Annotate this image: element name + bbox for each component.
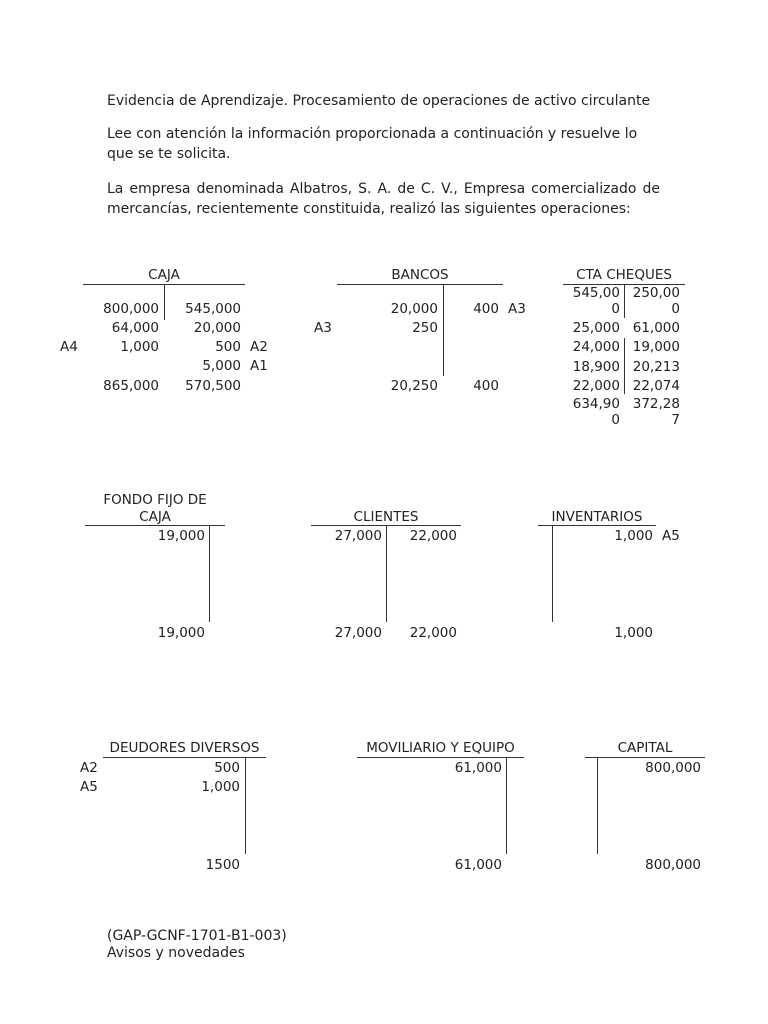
debit-total: 61,000 xyxy=(454,857,502,873)
debit-entry: 19,000 xyxy=(157,528,205,544)
t-account-top-line xyxy=(585,757,705,758)
t-account-top-line xyxy=(103,757,266,758)
debit-total: 19,000 xyxy=(157,625,205,641)
debit-entry: 500 xyxy=(214,760,240,776)
debit-entry: 800,000 xyxy=(103,301,159,317)
entry-ref: A5 xyxy=(662,528,680,544)
entry-ref: A4 xyxy=(60,339,78,355)
account-title: CTA CHEQUES xyxy=(576,267,672,283)
t-account-center-line xyxy=(209,525,210,622)
credit-entry: 22,074 xyxy=(632,378,680,394)
debit-entry: 22,000 xyxy=(572,378,620,394)
debit-entry: 18,900 xyxy=(572,359,620,375)
debit-entry: 0 xyxy=(611,301,620,317)
debit-total: 0 xyxy=(611,412,620,428)
credit-entry: 20,213 xyxy=(632,359,680,375)
t-account-center-line xyxy=(624,338,625,394)
credit-entry: 0 xyxy=(671,301,680,317)
credit-entry: 500 xyxy=(215,339,241,355)
debit-entry: 250 xyxy=(412,320,438,336)
debit-entry: 25,000 xyxy=(572,320,620,336)
debit-entry: 27,000 xyxy=(334,528,382,544)
debit-entry: 24,000 xyxy=(572,339,620,355)
entry-ref: A1 xyxy=(250,358,268,374)
credit-entry: 545,000 xyxy=(185,301,241,317)
credit-entry: 1,000 xyxy=(614,528,653,544)
debit-total: 27,000 xyxy=(334,625,382,641)
credit-entry: 250,00 xyxy=(632,285,680,301)
t-account-center-line xyxy=(552,525,553,622)
t-account-center-line xyxy=(386,525,387,622)
credit-total: 7 xyxy=(671,412,680,428)
t-account-center-line xyxy=(597,757,598,854)
credit-total: 372,28 xyxy=(632,396,680,412)
credit-total: 22,000 xyxy=(409,625,457,641)
t-account-center-line xyxy=(624,284,625,318)
credit-entry: 800,000 xyxy=(645,760,701,776)
debit-entry: 20,000 xyxy=(390,301,438,317)
credit-entry: 22,000 xyxy=(409,528,457,544)
entry-ref: A3 xyxy=(508,301,526,317)
credit-entry: 5,000 xyxy=(202,358,241,374)
credit-entry: 19,000 xyxy=(632,339,680,355)
account-title: MOVILIARIO Y EQUIPO xyxy=(366,740,515,756)
entry-ref: A5 xyxy=(80,779,98,795)
credit-total: 570,500 xyxy=(185,378,241,394)
t-account-top-line xyxy=(337,284,503,285)
account-title: CLIENTES xyxy=(353,509,419,525)
debit-entry: 1,000 xyxy=(120,339,159,355)
account-title: CAPITAL xyxy=(617,740,673,756)
entry-ref: A3 xyxy=(314,320,332,336)
t-account-center-line xyxy=(245,757,246,854)
account-title: CAJA xyxy=(139,509,171,525)
credit-entry: 20,000 xyxy=(193,320,241,336)
t-account-top-line xyxy=(85,525,225,526)
debit-entry: 61,000 xyxy=(454,760,502,776)
t-account-center-line xyxy=(506,757,507,854)
credit-entry: 61,000 xyxy=(632,320,680,336)
account-title: FONDO FIJO DE xyxy=(103,492,207,508)
t-account-top-line xyxy=(538,525,656,526)
credit-total: 800,000 xyxy=(645,857,701,873)
intro-paragraph: La empresa denominada Albatros, S. A. de C. V., Empresa comercializado de mercancías, recientemente constituida, realizó las siguientes operaciones: xyxy=(107,181,660,217)
account-title: DEUDORES DIVERSOS xyxy=(109,740,260,756)
debit-entry: 545,00 xyxy=(572,285,620,301)
account-title: BANCOS xyxy=(391,267,449,283)
account-title: CAJA xyxy=(148,267,180,283)
footer-notice: Avisos y novedades xyxy=(107,945,245,961)
instruction-paragraph: Lee con atención la información proporcionada a continuación y resuelve lo que se te solicita. xyxy=(107,126,638,162)
t-account-center-line xyxy=(443,284,444,376)
entry-ref: A2 xyxy=(250,339,268,355)
entry-ref: A2 xyxy=(80,760,98,776)
credit-total: 400 xyxy=(473,378,499,394)
debit-total: 634,90 xyxy=(572,396,620,412)
account-title: INVENTARIOS xyxy=(551,509,643,525)
credit-entry: 400 xyxy=(473,301,499,317)
debit-total: 1500 xyxy=(205,857,240,873)
debit-total: 865,000 xyxy=(103,378,159,394)
document-title: Evidencia de Aprendizaje. Procesamiento de operaciones de activo circulante xyxy=(107,93,651,109)
t-account-top-line xyxy=(357,757,524,758)
debit-entry: 64,000 xyxy=(111,320,159,336)
debit-total: 20,250 xyxy=(390,378,438,394)
debit-entry: 1,000 xyxy=(201,779,240,795)
credit-total: 1,000 xyxy=(614,625,653,641)
document-code: (GAP-GCNF-1701-B1-003) xyxy=(107,928,287,944)
